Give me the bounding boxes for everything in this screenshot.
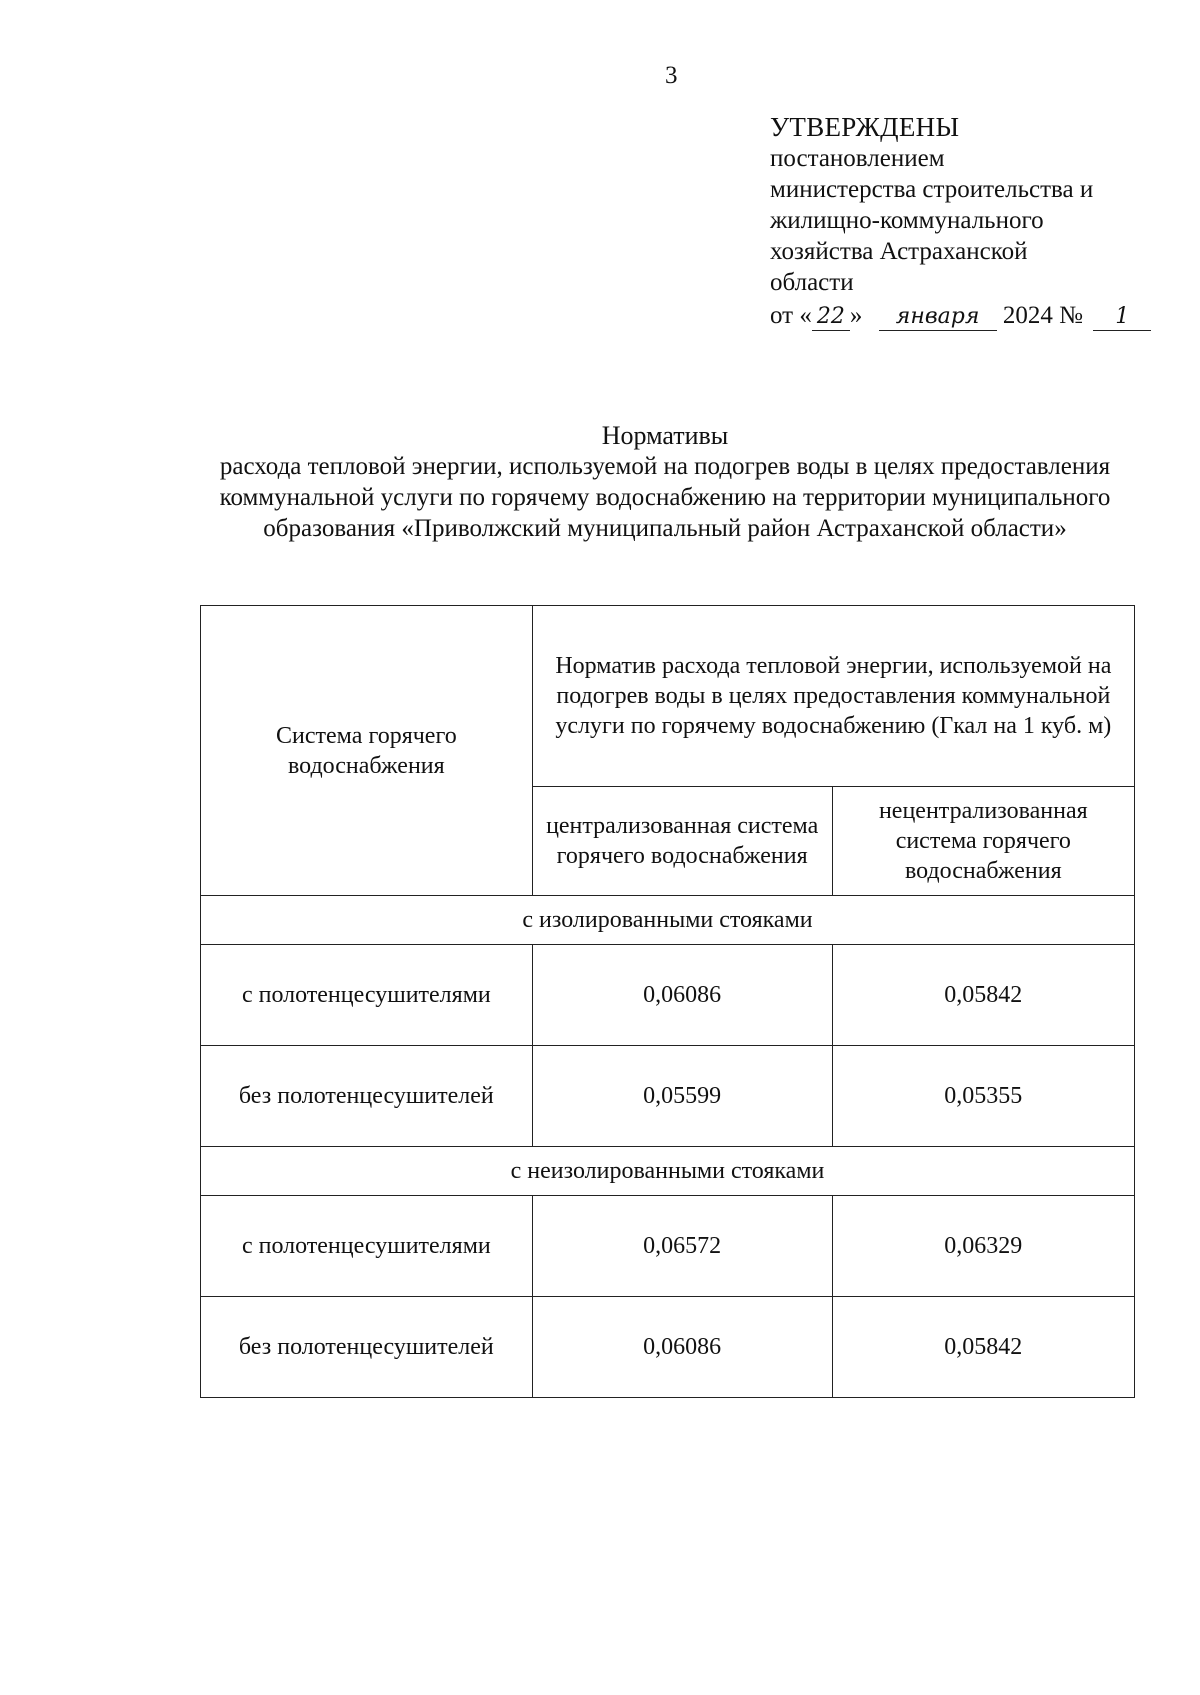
page-number: 3 [665, 62, 678, 89]
group-row [201, 1147, 1135, 1196]
value-central: 0,06086 [532, 945, 832, 1046]
value-decentral: 0,06329 [832, 1196, 1134, 1297]
table-row [201, 945, 1135, 1046]
header-central: централизованная система горячего водоснабжения [532, 787, 832, 896]
handwritten-month: января [879, 304, 997, 331]
table-row [201, 1196, 1135, 1297]
approval-line: области [770, 269, 854, 296]
document-heading: Нормативы [601, 421, 729, 450]
header-decentral: нецентрализованная система горячего водоснабжения [832, 787, 1134, 896]
norms-table [200, 605, 1135, 1398]
group-row [201, 896, 1135, 945]
value-central: 0,05599 [532, 1046, 832, 1147]
table-row [201, 1046, 1135, 1147]
approval-line: министерства строительства и [770, 176, 1094, 203]
value-decentral: 0,05842 [832, 945, 1134, 1046]
approval-date-line [770, 300, 1190, 331]
date-year: 2024 № [1002, 302, 1083, 329]
row-label: с полотенцесушителями [201, 1196, 533, 1297]
row-label: с полотенцесушителями [201, 945, 533, 1046]
group-title: с неизолированными стояками [201, 1147, 1135, 1196]
row-label: без полотенцесушителей [201, 1297, 533, 1398]
value-decentral: 0,05842 [832, 1297, 1134, 1398]
handwritten-day: 22 [812, 304, 850, 331]
date-prefix: от « [770, 302, 812, 329]
header-system: Системa горячего водоснабжения [201, 606, 533, 896]
document-title [190, 420, 1140, 544]
date-quote-close: » [849, 302, 863, 329]
approval-line: жилищно-коммунального [770, 207, 1044, 234]
approval-line: постановлением [770, 145, 945, 172]
handwritten-doc-number: 1 [1093, 304, 1151, 331]
value-decentral: 0,05355 [832, 1046, 1134, 1147]
table-header-row [201, 606, 1135, 787]
value-central: 0,06572 [532, 1196, 832, 1297]
value-central: 0,06086 [532, 1297, 832, 1398]
group-title: с изолированными стояками [201, 896, 1135, 945]
row-label: без полотенцесушителей [201, 1046, 533, 1147]
header-norm: Норматив расхода тепловой энергии, используемой на подогрев воды в целях предоставления коммунальной услуги по горячему водоснабжению (Гкал на 1 куб. м) [532, 606, 1134, 787]
approval-block [770, 112, 1190, 331]
document-title-text: расхода тепловой энергии, используемой на подогрев воды в целях предоставления коммунальной услуги по горячему водоснабжению на территории муниципального образования «Приволжский муниципальный район Астраханской области» [219, 453, 1111, 542]
table-row [201, 1297, 1135, 1398]
approval-line: хозяйства Астраханской [770, 238, 1028, 265]
approval-title: УТВЕРЖДЕНЫ [770, 112, 960, 142]
